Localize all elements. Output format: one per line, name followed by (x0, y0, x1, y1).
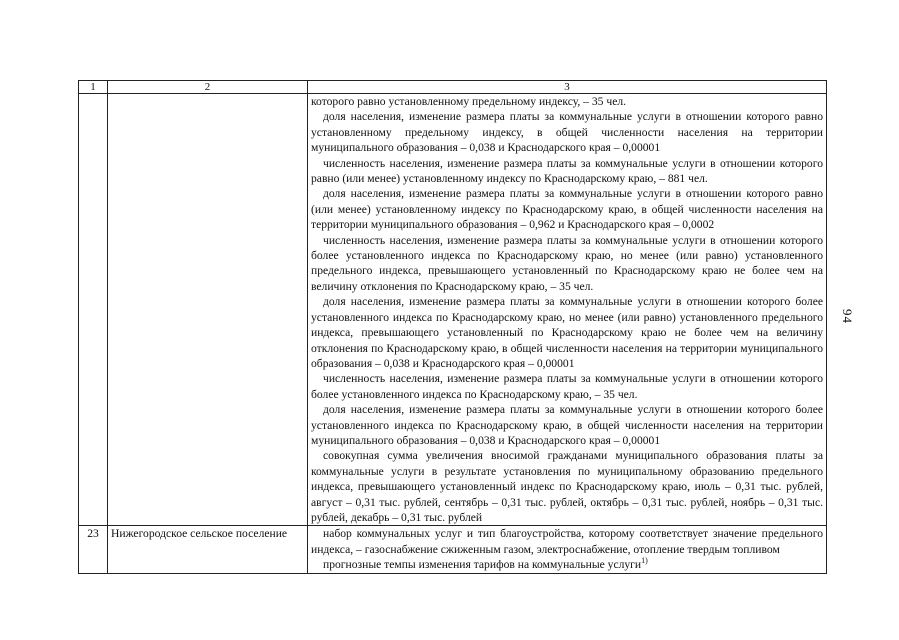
row-content-cell (308, 94, 827, 526)
paragraph-text: прогнозные темпы изменения тарифов на коммунальные услуги (323, 558, 642, 572)
paragraph: доля населения, изменение размера платы за коммунальные услуги в отношении которого более установленного индекса по Краснодарскому краю, в общей численности населения на территории муниципального образования – 0,038 и Краснодарского края – 0,00001 (311, 403, 823, 447)
paragraph: доля населения, изменение размера платы за коммунальные услуги в отношении которого равно установленному предельному индексу, в общей численности населения на территории муниципального образования – 0,038 и Краснодарского края – 0,00001 (311, 110, 823, 155)
header-cell-2: 2 (108, 81, 308, 94)
row-content-cell (308, 526, 827, 573)
paragraph: доля населения, изменение размера платы за коммунальные услуги в отношении которого равно (или менее) установленному индексу по Краснодарскому краю, в общей численности населения на территории муниципального образования – 0,962 и Краснодарского края – 0,0002 (311, 187, 823, 232)
paragraph: численность населения, изменение размера платы за коммунальные услуги в отношении которого более установленного индекса по Краснодарскому краю, – 35 чел. (311, 372, 823, 401)
table-row-23 (79, 526, 827, 573)
paragraph: совокупная сумма увеличения вносимой гражданами муниципального образования платы за коммунальные услуги в результате установления по муниципальному образованию предельного индекса, превышающего установленный индекс по Краснодарскому краю, июль – 0,31 тыс. рублей, август – 0,31 тыс. рублей, сентябрь – 0,31 тыс. рублей, октябрь – 0,31 тыс. рублей, ноябрь – 0,31 тыс. рублей, декабрь – 0,31 тыс. рублей (311, 449, 823, 524)
table-header-row (79, 81, 827, 94)
paragraph: доля населения, изменение размера платы за коммунальные услуги в отношении которого более установленного индекса по Краснодарскому краю, но менее (или равно) установленного предельного индекса, превышающего установленный по Краснодарскому краю не более чем на величину отклонения по Краснодарскому краю, в общей численности населения на территории муниципального образования – 0,038 и Краснодарского края – 0,00001 (311, 295, 823, 370)
paragraph (311, 557, 823, 572)
page-number: 94 (840, 309, 855, 324)
paragraph: численность населения, изменение размера платы за коммунальные услуги в отношении которого более установленного индекса по Краснодарскому краю, но менее (или равно) установленного предельного индекса, превышающего установленный по Краснодарскому краю не более чем на величину отклонения по Краснодарскому краю, – 35 чел. (311, 233, 823, 293)
document-table (78, 80, 827, 574)
footnote-marker: 1) (641, 556, 648, 566)
row-number-cell (79, 94, 108, 526)
row-name-cell (108, 94, 308, 526)
header-cell-3: 3 (308, 81, 827, 94)
table-row-continued (79, 94, 827, 526)
row-name-cell: Нижегородское сельское поселение (108, 526, 308, 573)
paragraph: которого равно установленному предельному индексу, – 35 чел. (311, 95, 627, 108)
paragraph: набор коммунальных услуг и тип благоустройства, которому соответствует значение предельного индекса, – газоснабжение сжиженным газом, электроснабжение, отопление твердым топливом (311, 527, 823, 556)
header-cell-1: 1 (79, 81, 108, 94)
paragraph: численность населения, изменение размера платы за коммунальные услуги в отношении которого равно (или менее) установленному индексу по Краснодарскому краю, – 881 чел. (311, 156, 823, 186)
row-number-cell: 23 (79, 526, 108, 573)
